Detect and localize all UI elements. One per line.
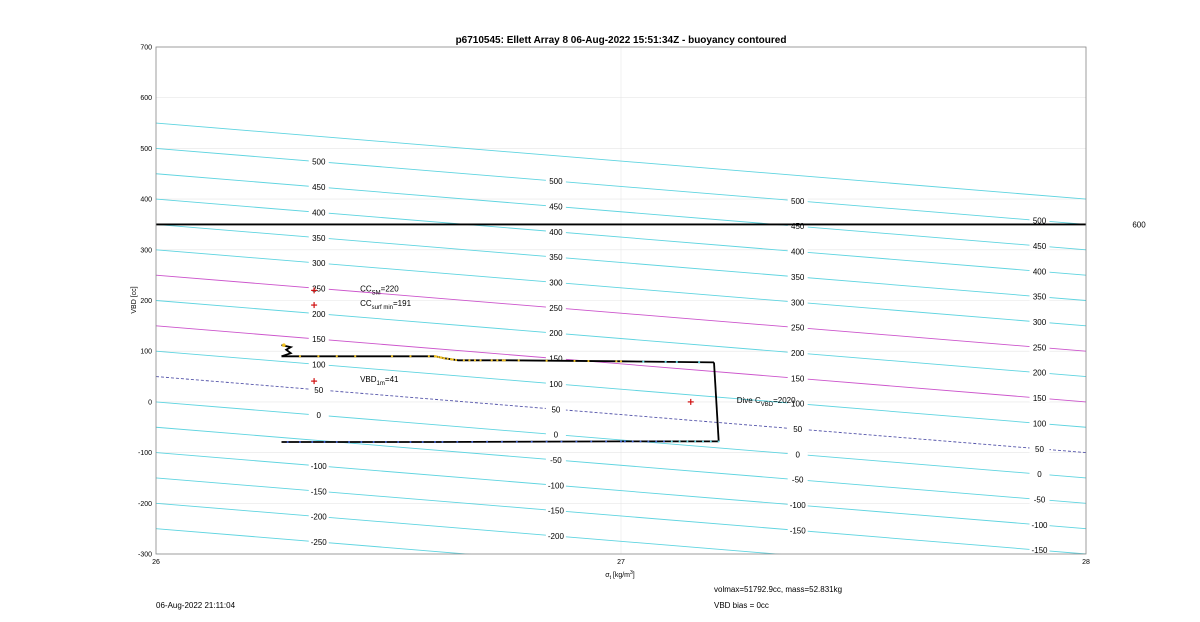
trace-sample-up bbox=[299, 355, 301, 357]
marker-annotation-sub: 1m bbox=[376, 381, 385, 388]
contour-label: 150 bbox=[312, 335, 326, 345]
trace-sample-down bbox=[640, 440, 642, 442]
y-tick-label: 100 bbox=[140, 348, 152, 356]
trace-sample-up bbox=[336, 355, 338, 357]
marker-annotation-sub: SM bbox=[371, 290, 381, 297]
contour-label: -150 bbox=[789, 526, 806, 536]
marker-annotation-value: =191 bbox=[393, 299, 412, 309]
contour-label: 150 bbox=[549, 354, 563, 364]
trace-start-point bbox=[282, 343, 286, 347]
trace-sample-up bbox=[437, 356, 439, 358]
trace-sample-up bbox=[587, 360, 589, 362]
contour-label: -100 bbox=[789, 501, 806, 511]
trace-sample-down bbox=[679, 440, 681, 442]
contour-label: -200 bbox=[310, 512, 327, 522]
trace-sample-up bbox=[443, 357, 445, 359]
trace-sample-up bbox=[409, 355, 411, 357]
y-tick-label: 700 bbox=[140, 44, 152, 52]
contour-label: -50 bbox=[550, 455, 562, 465]
contour-label: 350 bbox=[1032, 292, 1047, 302]
contour-label: 250 bbox=[312, 284, 326, 294]
footer-volmax: volmax=51792.9cc, mass=52.831kg bbox=[714, 585, 843, 594]
dive-trace bbox=[282, 343, 720, 443]
trace-sample-up bbox=[620, 360, 622, 362]
contour-label: 0 bbox=[316, 411, 321, 421]
contour-label: 450 bbox=[1032, 241, 1047, 251]
contour-label: 300 bbox=[312, 259, 326, 269]
x-axis-label bbox=[605, 570, 635, 581]
contour-label: 50 bbox=[793, 425, 803, 435]
contour-label: 450 bbox=[312, 183, 326, 193]
contour-label: -100 bbox=[1031, 520, 1048, 530]
trace-sample-up bbox=[441, 357, 443, 359]
x-axis-label-close: ] bbox=[632, 572, 635, 579]
y-tick-label: 400 bbox=[140, 196, 152, 204]
trace-sample-down bbox=[486, 441, 488, 443]
contour-label: 400 bbox=[1032, 267, 1047, 277]
trace-sample-up bbox=[546, 360, 548, 362]
trace-sample-down bbox=[434, 441, 436, 443]
trace-sample-down bbox=[299, 441, 301, 443]
trace-sample-up bbox=[452, 358, 454, 360]
trace-sample-up bbox=[474, 359, 476, 361]
contour-label: -150 bbox=[547, 506, 564, 516]
y-tick-label: 500 bbox=[140, 145, 152, 153]
x-axis-label-unit: [kg/m bbox=[610, 572, 631, 579]
trace-sample-down bbox=[471, 441, 473, 443]
trace-sample-down bbox=[501, 441, 503, 443]
trace-start-hook bbox=[282, 345, 291, 356]
trace-sample-down bbox=[441, 441, 443, 443]
x-axis-label-sub: t bbox=[609, 575, 611, 581]
trace-sample-down bbox=[655, 440, 657, 442]
marker-annotation bbox=[360, 299, 411, 311]
trace-sample-down bbox=[348, 441, 350, 443]
trace-sample-down bbox=[397, 441, 399, 443]
trace-sample-up bbox=[676, 361, 678, 363]
trace-sample-up bbox=[463, 359, 465, 361]
contour-label: -250 bbox=[310, 537, 327, 547]
footer-bias: VBD bias = 0cc bbox=[714, 601, 769, 610]
trace-sample-down bbox=[632, 440, 634, 442]
contour-label: -200 bbox=[547, 532, 564, 542]
trace-sample-up bbox=[391, 355, 393, 357]
reference-line-label: 600 bbox=[1132, 220, 1146, 230]
contour-label: 250 bbox=[1032, 343, 1047, 353]
marker-annotation-value: =220 bbox=[380, 284, 399, 294]
trace-sample-up bbox=[504, 359, 506, 361]
chart-title: p6710545: Ellett Array 8 06-Aug-2022 15:51:34Z - buoyancy contoured bbox=[455, 35, 787, 46]
trace-sample-down bbox=[686, 440, 688, 442]
contour-label: 400 bbox=[549, 227, 563, 237]
contour-label: 50 bbox=[551, 405, 561, 415]
trace-sample-down bbox=[360, 441, 362, 443]
trace-sample-down bbox=[409, 441, 411, 443]
contour-label: 100 bbox=[549, 379, 563, 389]
contour-label: 250 bbox=[791, 323, 805, 333]
y-tick-label: 600 bbox=[140, 95, 152, 103]
trace-sample-down bbox=[575, 441, 577, 443]
trace-sample-down bbox=[624, 440, 626, 442]
marker-annotation-sub: surf min bbox=[371, 305, 394, 312]
trace-sample-down bbox=[605, 440, 607, 442]
y-tick-label: 300 bbox=[140, 247, 152, 255]
contour-label: -150 bbox=[310, 487, 327, 497]
trace-downcast bbox=[282, 441, 719, 442]
contour-label: 100 bbox=[1032, 419, 1047, 429]
marker-annotation bbox=[360, 375, 399, 387]
contour-label: 450 bbox=[549, 202, 563, 212]
trace-sample-down bbox=[516, 441, 518, 443]
contour-label: -100 bbox=[310, 461, 327, 471]
marker-annotation-main: CC bbox=[360, 299, 372, 309]
trace-sample-up bbox=[665, 361, 667, 363]
contour-label: 0 bbox=[1037, 470, 1042, 480]
trace-sample-down bbox=[694, 440, 696, 442]
contour-label: 400 bbox=[312, 208, 326, 218]
contour-label: 500 bbox=[1032, 216, 1047, 226]
trace-sample-down bbox=[663, 440, 665, 442]
trace-sample-up bbox=[428, 355, 430, 357]
contour-label: 500 bbox=[791, 196, 805, 206]
grid bbox=[156, 47, 1086, 554]
contour-label: 100 bbox=[312, 360, 326, 370]
trace-sample-up bbox=[496, 359, 498, 361]
contour-label: 0 bbox=[795, 450, 800, 460]
marker-annotation-main: CC bbox=[360, 284, 372, 294]
contour-label: 350 bbox=[549, 253, 563, 263]
y-tick-label: -300 bbox=[137, 551, 152, 559]
x-axis-label-sup: 3 bbox=[630, 570, 633, 576]
trace-sample-up bbox=[698, 361, 700, 363]
trace-sample-down bbox=[311, 441, 313, 443]
trace-sample-down bbox=[590, 441, 592, 443]
contour-label: 300 bbox=[549, 278, 563, 288]
contour-label: 300 bbox=[1032, 318, 1047, 328]
contour-label: 50 bbox=[314, 385, 324, 395]
contour-label: 100 bbox=[791, 399, 805, 409]
trace-sample-up bbox=[435, 355, 437, 357]
trace-sample-down bbox=[710, 440, 712, 442]
trace-sample-down bbox=[560, 441, 562, 443]
trace-sample-up bbox=[491, 359, 493, 361]
trace-sample-down bbox=[620, 440, 622, 442]
contour-label: 200 bbox=[791, 348, 805, 358]
contour-label: 200 bbox=[312, 309, 326, 319]
trace-sample-down bbox=[647, 440, 649, 442]
trace-sample-down bbox=[546, 441, 548, 443]
trace-sample-up bbox=[354, 355, 356, 357]
marker-annotation-sub: VBD bbox=[760, 401, 774, 408]
trace-sample-down bbox=[324, 441, 326, 443]
contour-label: -50 bbox=[791, 475, 804, 485]
contour-label: -50 bbox=[1033, 495, 1046, 505]
marker-annotation-main: VBD bbox=[360, 375, 377, 385]
trace-sample-up bbox=[518, 359, 520, 361]
contour-label: -150 bbox=[1031, 546, 1048, 556]
x-tick-label: 28 bbox=[1082, 559, 1090, 566]
marker-annotation-value: =2020 bbox=[773, 395, 796, 405]
contour-label: 350 bbox=[791, 272, 805, 282]
marker-annotation-value: =41 bbox=[384, 375, 399, 385]
contour-label: -100 bbox=[547, 481, 564, 491]
contour-label: 50 bbox=[1035, 444, 1044, 454]
contour-label: 500 bbox=[312, 157, 326, 167]
trace-sample-down bbox=[671, 440, 673, 442]
contour-label: 400 bbox=[791, 247, 805, 257]
contour-label: 0 bbox=[553, 430, 559, 440]
trace-sample-down bbox=[373, 441, 375, 443]
trace-sample-up bbox=[317, 355, 319, 357]
trace-sample-up bbox=[642, 360, 644, 362]
y-tick-label: 0 bbox=[148, 399, 152, 407]
contour-label: 450 bbox=[791, 222, 805, 232]
trace-sample-down bbox=[531, 441, 533, 443]
contour-label: 500 bbox=[549, 177, 563, 187]
trace-sample-down bbox=[422, 441, 424, 443]
trace-sample-up bbox=[447, 358, 449, 360]
y-tick-label: -100 bbox=[137, 450, 152, 458]
trace-sample-up bbox=[615, 360, 617, 362]
trace-sample-down bbox=[287, 441, 289, 443]
trace-sample-up bbox=[479, 359, 481, 361]
y-tick-label: 200 bbox=[140, 298, 152, 305]
trace-sample-up bbox=[573, 360, 575, 362]
trace-sample-down bbox=[702, 440, 704, 442]
x-tick-label: 26 bbox=[152, 559, 160, 566]
contour-label: 150 bbox=[791, 374, 805, 384]
y-tick-label: -200 bbox=[137, 500, 152, 508]
marker-annotation bbox=[737, 396, 796, 408]
x-tick-label: 27 bbox=[617, 559, 625, 566]
trace-sample-down bbox=[718, 440, 720, 442]
contour-label: 200 bbox=[1032, 368, 1047, 378]
x-axis-label-main: σ bbox=[605, 572, 610, 579]
contour-label: 350 bbox=[312, 233, 326, 243]
trace-sample-up bbox=[468, 359, 470, 361]
trace-sample-down bbox=[385, 441, 387, 443]
trace-sample-up bbox=[455, 359, 457, 361]
y-axis-label: VBD [cc] bbox=[131, 286, 138, 314]
marker-annotation-main: Dive C bbox=[736, 395, 761, 405]
footer-timestamp: 06-Aug-2022 21:11:04 bbox=[156, 601, 236, 610]
contour-label: 300 bbox=[791, 298, 805, 308]
contour-label: 250 bbox=[549, 303, 563, 313]
trace-sample-down bbox=[456, 441, 458, 443]
trace-sample-down bbox=[336, 441, 338, 443]
contour-label: 200 bbox=[549, 329, 563, 339]
contour-label: 150 bbox=[1032, 394, 1047, 404]
